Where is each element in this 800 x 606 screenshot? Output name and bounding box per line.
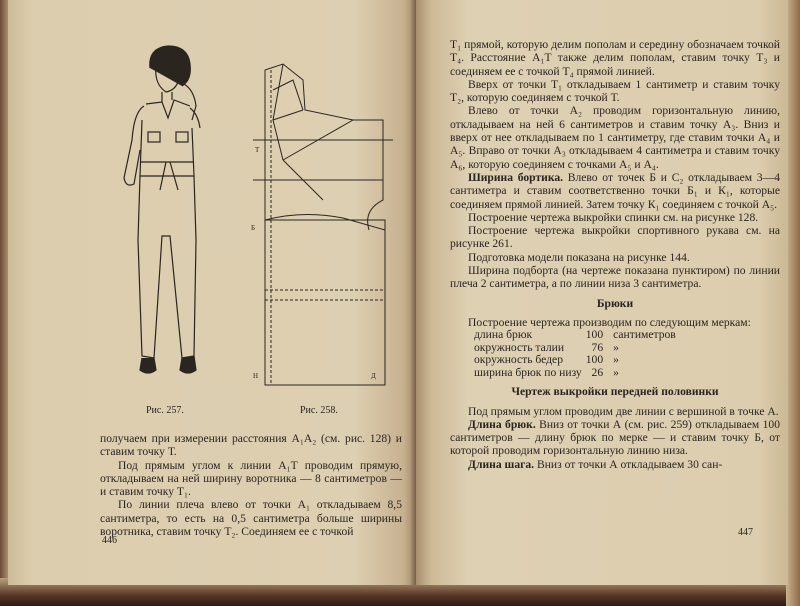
pattern-draft-diagram <box>243 60 403 390</box>
paragraph: Подготовка модели показана на рисунке 144. <box>468 250 690 264</box>
svg-text:Д: Д <box>371 372 376 380</box>
section-title: Брюки <box>596 296 634 310</box>
book-edge-right <box>786 0 800 606</box>
subsection-title: Чертеж выкройки передней половинки <box>511 385 719 399</box>
paragraph-dlina <box>450 418 780 458</box>
left-page <box>8 0 416 585</box>
paragraph-bortik <box>450 171 780 211</box>
right-page <box>416 0 788 585</box>
paragraph: получаем при измерении расстояния A₁A₂ (см. рис. 128) и ставим точку Т. <box>100 432 402 459</box>
shag-text: Вниз от точки А откладываем 30 сан- <box>534 457 723 471</box>
measure-unit: сантиметров <box>613 328 676 342</box>
measurements-table <box>474 329 680 379</box>
page-number: 446 <box>102 535 117 546</box>
measure-value: 26 <box>591 365 604 379</box>
right-page-text <box>450 38 780 471</box>
table-row <box>474 367 680 380</box>
measures-intro: Построение чертежа производим по следующим меркам: <box>468 315 751 329</box>
bortik-label: Ширина бортика. <box>468 170 564 184</box>
bortik-text: Влево от точек Б и C₂ откладываем 3—4 сантиметра и ставим соответственно точки Б₁ и К₁, которые соединяем прямой линией. Затем точку К₁ соединяем с точкой A₅. <box>450 170 780 211</box>
paragraph: Построение чертежа выкройки спортивного рукава см. на рисунке 261. <box>450 224 780 251</box>
measure-unit: » <box>613 340 619 354</box>
svg-text:Б: Б <box>251 224 256 232</box>
paragraph: Под прямым углом к линии A₁T проводим прямую, откладываем на ней ширину воротника — 8 сантиметров — и ставим точку T₁. <box>100 458 402 499</box>
figure-258-caption: Рис. 258. <box>300 405 338 416</box>
dlina-label: Длина брюк. <box>468 417 536 431</box>
paragraph: T₁ прямой, которую делим пополам и середину обозначаем точкой T₄. Расстояние A₁T также делим пополам, ставим точку T₃ и соединяем ее с точкой T₄ прямой линией. <box>450 38 780 78</box>
page-number: 447 <box>738 527 753 538</box>
fashion-figure-illustration <box>98 40 228 400</box>
measure-value: 100 <box>585 328 604 342</box>
measure-value: 100 <box>585 353 604 367</box>
shag-label: Длина шага. <box>468 457 535 471</box>
measure-value: 76 <box>591 340 604 354</box>
measure-unit: » <box>613 365 619 379</box>
figure-257-caption: Рис. 257. <box>146 405 184 416</box>
paragraph: Влево от точки A₂ проводим горизонтальную линию, откладываем на ней 6 сантиметров и ставим точку A₃. Вниз и вверх от нее откладываем по 1 сантиметру, где ставим точки A₄ и A₅. Вправо от точки A₃ откладываем 4 сантиметра и ставим точку A₆, которую соединяем с точками A₅ и A₄. <box>450 104 780 171</box>
dlina-text: Вниз от точки А (см. рис. 259) откладываем 100 сантиметров — длину брюк по мерке — и ставим точку Б, от которой проводим горизонтальную линию низа. <box>450 417 780 458</box>
svg-text:Т: Т <box>255 146 260 154</box>
table-row <box>474 354 680 367</box>
table-row <box>474 329 680 342</box>
paragraph: Ширина подборта (на чертеже показана пунктиром) по линии плеча 2 сантиметра, а по линии низа 3 сантиметра. <box>450 264 780 291</box>
measure-name: длина брюк <box>474 328 533 342</box>
paragraph: Вверх от точки T₁ откладываем 1 сантиметр и ставим точку T₂, которую соединяем с точкой Т. <box>450 77 780 105</box>
measure-name: окружность талии <box>474 340 565 354</box>
paragraph-shag <box>450 458 780 471</box>
paragraph: По линии плеча влево от точки A₁ откладываем 8,5 сантиметра, то есть на 0,5 сантиметра больше ширины воротника, ставим точку T₂. Соединяем ее с точкой <box>100 498 402 539</box>
left-page-text <box>100 432 402 538</box>
measure-name: ширина брюк по низу <box>474 365 582 379</box>
measure-name: окружность бедер <box>474 353 563 367</box>
measure-unit: » <box>613 353 619 367</box>
paragraph: Построение чертежа выкройки спинки см. на рисунке 128. <box>468 210 759 224</box>
paragraph: Под прямым углом проводим две линии с вершиной в точке А. <box>468 404 779 418</box>
svg-text:Н: Н <box>253 372 259 380</box>
